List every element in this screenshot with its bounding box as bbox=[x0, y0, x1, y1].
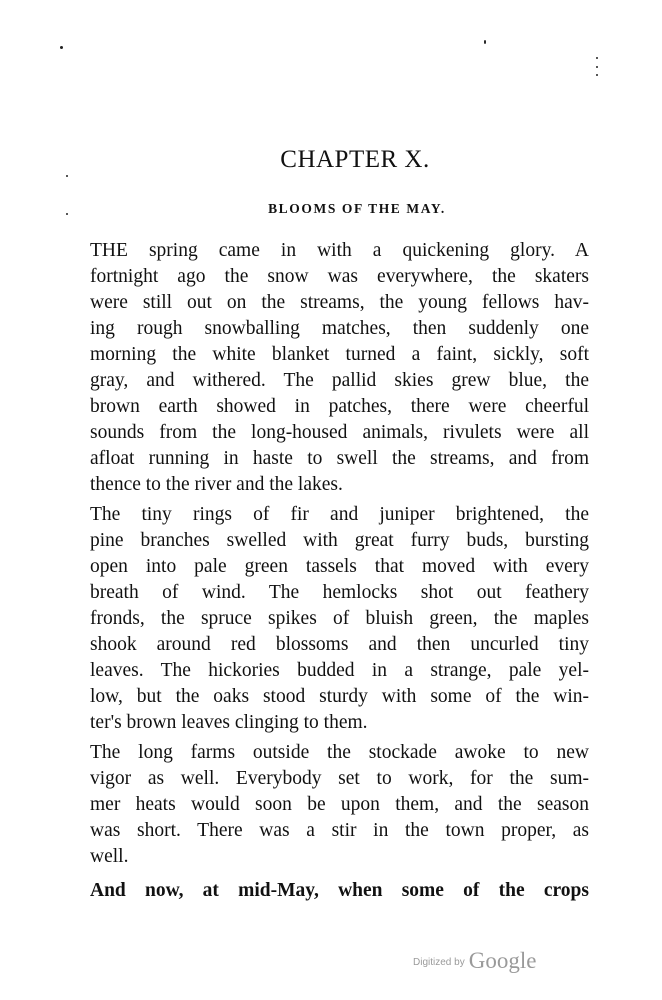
text-line: thence to the river and the lakes. bbox=[90, 474, 343, 495]
text-line: The tiny rings of fir and juniper brightened, the bbox=[90, 504, 589, 525]
paragraph bbox=[90, 502, 589, 736]
paragraph bbox=[90, 740, 589, 870]
text-line: vigor as well. Everybody set to work, for the sum- bbox=[90, 768, 589, 789]
scan-speck bbox=[66, 175, 68, 177]
body-text bbox=[90, 238, 589, 904]
scan-speck bbox=[596, 66, 598, 68]
text-line: ter's brown leaves clinging to them. bbox=[90, 712, 368, 733]
paragraph bbox=[90, 238, 589, 498]
text-line: pine branches swelled with great furry buds, bursting bbox=[90, 530, 589, 551]
text-line: fortnight ago the snow was everywhere, the skaters bbox=[90, 266, 589, 287]
text-line: morning the white blanket turned a faint, sickly, soft bbox=[90, 344, 589, 365]
paragraph bbox=[90, 878, 589, 904]
text-line: mer heats would soon be upon them, and the season bbox=[90, 794, 589, 815]
scan-speck bbox=[484, 40, 486, 44]
text-line: leaves. The hickories budded in a strange, pale yel- bbox=[90, 660, 589, 681]
text-line: sounds from the long-housed animals, rivulets were all bbox=[90, 422, 589, 443]
chapter-title: CHAPTER X. bbox=[280, 146, 430, 173]
text-line: afloat running in haste to swell the streams, and from bbox=[90, 448, 589, 469]
scan-speck bbox=[596, 74, 598, 76]
text-line: And now, at mid-May, when some of the crops bbox=[90, 880, 589, 901]
text-line: fronds, the spruce spikes of bluish green, the maples bbox=[90, 608, 589, 629]
text-line: were still out on the streams, the young fellows hav- bbox=[90, 292, 589, 313]
text-line: low, but the oaks stood sturdy with some of the win- bbox=[90, 686, 589, 707]
scan-speck bbox=[60, 46, 63, 49]
text-line: The long farms outside the stockade awoke to new bbox=[90, 742, 589, 763]
chapter-subtitle: BLOOMS OF THE MAY. bbox=[268, 201, 446, 216]
text-line: was short. There was a stir in the town proper, as bbox=[90, 820, 589, 841]
text-line: gray, and withered. The pallid skies grew blue, the bbox=[90, 370, 589, 391]
text-line: open into pale green tassels that moved with every bbox=[90, 556, 589, 577]
google-logo: Google bbox=[468, 948, 537, 973]
text-line: shook around red blossoms and then uncurled tiny bbox=[90, 634, 589, 655]
text-line: THE spring came in with a quickening glory. A bbox=[90, 240, 589, 261]
text-line: ing rough snowballing matches, then suddenly one bbox=[90, 318, 589, 339]
text-line: brown earth showed in patches, there were cheerful bbox=[90, 396, 589, 417]
digitized-watermark bbox=[413, 948, 536, 974]
watermark-prefix: Digitized by bbox=[413, 957, 465, 968]
text-line: breath of wind. The hemlocks shot out feathery bbox=[90, 582, 589, 603]
text-line: well. bbox=[90, 846, 129, 867]
scan-speck bbox=[596, 57, 598, 59]
